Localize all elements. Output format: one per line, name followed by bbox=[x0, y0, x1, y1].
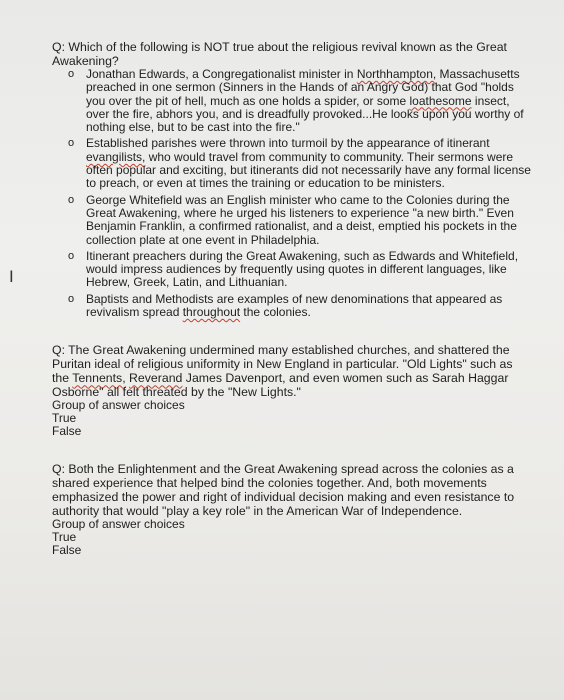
choice-false[interactable]: False bbox=[52, 543, 82, 558]
bullet-icon: o bbox=[68, 292, 75, 305]
bullet-icon: o bbox=[68, 193, 75, 206]
question-1-options bbox=[52, 68, 532, 319]
option-4[interactable] bbox=[68, 248, 532, 290]
answer-choices-label: Group of answer choices bbox=[52, 517, 185, 532]
option-text: the colonies. bbox=[240, 305, 311, 320]
option-text: Baptists and Methodists are examples of new denominations that appeared as revivalism spread bbox=[86, 291, 503, 320]
option-text: who would travel from community to community. Their sermons were often popular and exciting, but itinerants did not necessarily have any formal license to preach, or even at times the training or education to be ministers. bbox=[86, 149, 531, 191]
choice-true[interactable]: True bbox=[52, 530, 77, 545]
question-1 bbox=[52, 40, 532, 319]
misspelled-word: throughout bbox=[182, 305, 241, 320]
misspelled-word: evangilists, bbox=[86, 149, 146, 164]
misspelled-word: Northhampton, bbox=[356, 67, 437, 81]
answer-choices-label: Group of answer choices bbox=[52, 398, 185, 413]
option-2[interactable] bbox=[68, 136, 532, 191]
option-text: George Whitefield was an English minister who came to the Colonies during the Great Awakening, where he urged his listeners to experience "a new birth." Even Benjamin Franklin, a confirmed rationalist, and a deist, emptied his pockets in the collection plate at one event in Philadelphia. bbox=[86, 192, 517, 247]
question-2-text bbox=[52, 343, 532, 399]
question-3 bbox=[52, 462, 532, 557]
option-text: Itinerant preachers during the Great Awakening, such as Edwards and Whitefield, would impress audiences by frequently using quotes in different languages, like Hebrew, Greek, Latin, and Lithuanian. bbox=[86, 248, 519, 290]
misspelled-word: loathesome bbox=[409, 93, 472, 108]
option-1[interactable] bbox=[68, 67, 532, 135]
option-3[interactable] bbox=[68, 192, 532, 247]
question-1-text: Q: Which of the following is NOT true about the religious revival known as the Great Awakening? bbox=[52, 40, 507, 68]
bullet-icon: o bbox=[68, 68, 75, 80]
misspelled-word: Tennents, bbox=[72, 371, 126, 386]
question-text-part: Q: The Great Awakening undermined many established churches, and shattered the Puritan ideal of religious uniformity in New England in particular. "Old Lights" such as the bbox=[52, 343, 513, 386]
option-text: Massachusetts preached in one sermon (Sinners in the Hands of an Angry God) that God "holds you over the pit of hell, much as one holds a spider, or some bbox=[86, 67, 520, 108]
misspelled-word: Reverand bbox=[129, 371, 183, 386]
option-text: Jonathan Edwards, a Congregationalist minister in bbox=[86, 67, 357, 81]
question-3-text: Q: Both the Enlightenment and the Great Awakening spread across the colonies as a shared experience that helped bind the colonies together. And, both movements emphasized the power and right of individual decision making and even resistance to authority that would "play a key role" in the American War of Independence. bbox=[52, 462, 515, 519]
option-5[interactable] bbox=[68, 291, 532, 320]
question-2 bbox=[52, 343, 532, 438]
text-cursor-icon: I bbox=[9, 267, 14, 286]
choice-false[interactable]: False bbox=[52, 424, 82, 439]
bullet-icon: o bbox=[68, 249, 75, 262]
question-text-part: James Davenport, and even women such as Sarah Haggar Osborne" all felt threated by the "New Lights." bbox=[52, 371, 509, 400]
quiz-document bbox=[52, 40, 532, 557]
option-text: insect, over the fire, abhors you, and is dreadfully provoked...He looks upon you worthy of nothing else, but to be cast into the fire." bbox=[86, 93, 524, 135]
bullet-icon: o bbox=[68, 137, 75, 150]
choice-true[interactable]: True bbox=[52, 411, 77, 426]
option-text: Established parishes were thrown into turmoil by the appearance of itinerant bbox=[86, 136, 490, 151]
